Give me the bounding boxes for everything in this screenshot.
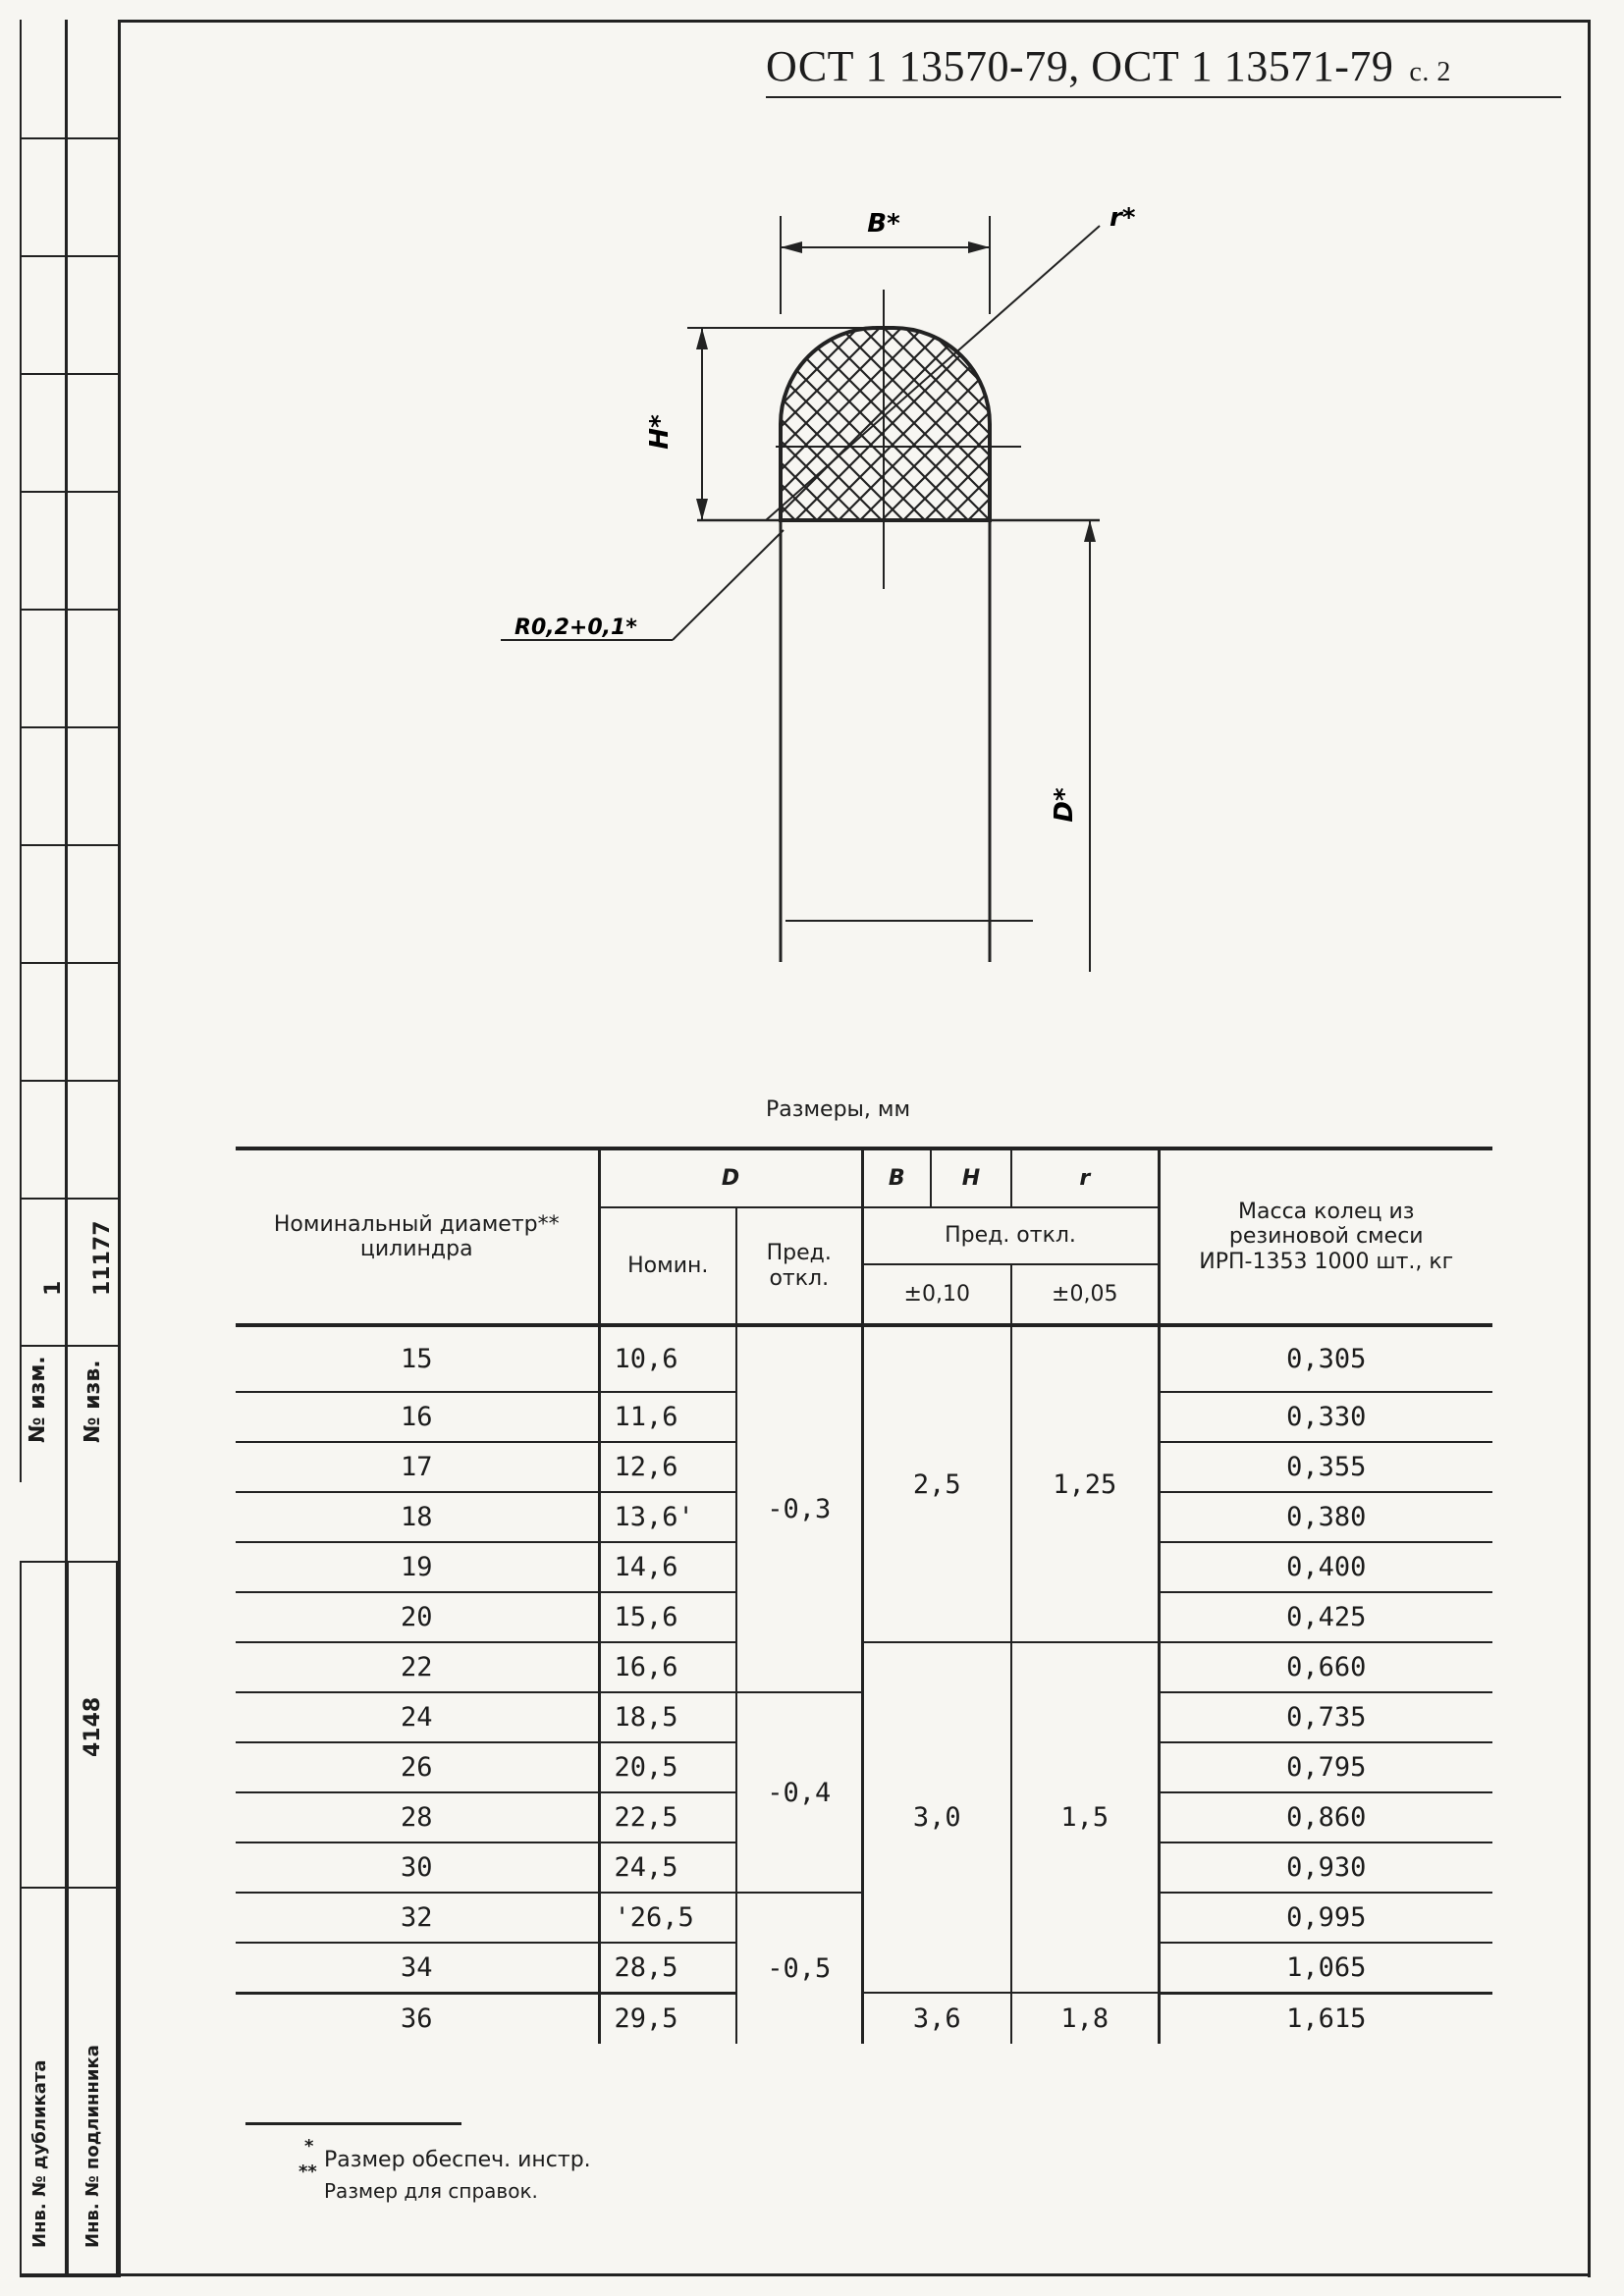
cell-d: 28,5 — [599, 1943, 736, 1993]
cell-d: 11,6 — [599, 1392, 736, 1442]
podl-label: Инв. № подлинника — [82, 2045, 103, 2248]
header-tol-bh: ±0,10 — [862, 1264, 1011, 1325]
cell-mass: 0,735 — [1159, 1692, 1492, 1742]
cell-d: 14,6 — [599, 1542, 736, 1592]
cell-nominal: 20 — [236, 1592, 599, 1642]
cell-nominal: 17 — [236, 1442, 599, 1492]
cell-nominal: 24 — [236, 1692, 599, 1742]
cell-d: 16,6 — [599, 1642, 736, 1692]
cylinder-body — [781, 520, 990, 962]
cell-mass: 0,330 — [1159, 1392, 1492, 1442]
cell-d: 10,6 — [599, 1325, 736, 1392]
standard-code: ОСТ 1 13570-79, ОСТ 1 13571-79 — [766, 42, 1394, 90]
header-underline — [766, 96, 1561, 98]
header-r: r — [1011, 1148, 1159, 1207]
izm-value: 1 — [41, 1280, 66, 1296]
izv-label: № изв. — [81, 1360, 105, 1443]
cell-d: 20,5 — [599, 1742, 736, 1792]
cell-mass: 0,355 — [1159, 1442, 1492, 1492]
label-r: r* — [1110, 203, 1136, 233]
header-b: B — [862, 1148, 931, 1207]
label-d: D* — [1050, 787, 1079, 823]
dimensions-table — [236, 1147, 1492, 2044]
cell-mass: 0,380 — [1159, 1492, 1492, 1542]
cell-mass: 0,305 — [1159, 1325, 1492, 1392]
cell-bh: 3,0 — [862, 1642, 1011, 1993]
header-d: D — [599, 1148, 862, 1207]
footnote-mark-1: * — [304, 2136, 314, 2157]
ring-section-drawing — [471, 196, 1178, 1021]
cell-nominal: 30 — [236, 1842, 599, 1893]
header-pred-otkl: Пред. откл. — [862, 1207, 1159, 1264]
inventory-stamp — [20, 1561, 118, 2277]
cell-mass: 0,425 — [1159, 1592, 1492, 1642]
footnote-2: Размер для справок. — [324, 2179, 538, 2203]
page-number: с. 2 — [1409, 57, 1451, 87]
cell-mass: 1,065 — [1159, 1943, 1492, 1993]
cell-bh: 3,6 — [862, 1993, 1011, 2044]
cell-d: 29,5 — [599, 1993, 736, 2044]
document-header — [766, 41, 1451, 91]
cell-mass: 0,930 — [1159, 1842, 1492, 1893]
cell-nominal: 26 — [236, 1742, 599, 1792]
cell-nominal: 22 — [236, 1642, 599, 1692]
header-nominal: Номинальный диаметр** цилиндра — [236, 1148, 599, 1325]
cell-d: 22,5 — [599, 1792, 736, 1842]
header-h: H — [931, 1148, 1011, 1207]
cell-nominal: 16 — [236, 1392, 599, 1442]
label-h: H* — [645, 414, 675, 450]
cell-nominal: 34 — [236, 1943, 599, 1993]
izv-value: 11177 — [90, 1220, 115, 1296]
cell-r: 1,25 — [1011, 1325, 1159, 1642]
header-nomin: Номин. — [599, 1207, 736, 1325]
cell-tol-d: -0,3 — [736, 1325, 862, 1692]
cell-d: 18,5 — [599, 1692, 736, 1742]
cell-r: 1,8 — [1011, 1993, 1159, 2044]
cell-nominal: 19 — [236, 1542, 599, 1592]
cell-mass: 0,995 — [1159, 1893, 1492, 1943]
label-fillet: R0,2+0,1* — [514, 615, 637, 640]
cell-tol-d: -0,5 — [736, 1893, 862, 2044]
cell-mass: 0,860 — [1159, 1792, 1492, 1842]
label-b: B* — [867, 209, 900, 239]
cell-nominal: 32 — [236, 1893, 599, 1943]
cell-d: 13,6' — [599, 1492, 736, 1542]
cell-mass: 0,400 — [1159, 1542, 1492, 1592]
bottom-border — [20, 2273, 1591, 2276]
inv-value: 4148 — [81, 1696, 105, 1757]
cell-d: '26,5 — [599, 1893, 736, 1943]
cell-nominal: 15 — [236, 1325, 599, 1392]
cell-bh: 2,5 — [862, 1325, 1011, 1642]
footnote-1: Размер обеспеч. инстр. — [324, 2148, 591, 2172]
header-mass: Масса колец из резиновой смеси ИРП-1353 1000 шт., кг — [1159, 1148, 1492, 1325]
cell-nominal: 28 — [236, 1792, 599, 1842]
cell-r: 1,5 — [1011, 1642, 1159, 1993]
cell-mass: 0,660 — [1159, 1642, 1492, 1692]
cell-nominal: 18 — [236, 1492, 599, 1542]
header-tol-r: ±0,05 — [1011, 1264, 1159, 1325]
footnote-mark-2: ** — [298, 2162, 317, 2182]
left-margin-column — [20, 20, 69, 1482]
cell-d: 12,6 — [599, 1442, 736, 1492]
cell-mass: 1,615 — [1286, 2003, 1367, 2035]
cell-d: 24,5 — [599, 1842, 736, 1893]
cell-d: 15,6 — [599, 1592, 736, 1642]
cell-mass: 0,795 — [1159, 1742, 1492, 1792]
cell-tol-d: -0,4 — [736, 1692, 862, 1893]
cell-nominal: 36 — [236, 1993, 599, 2044]
header-pred-otkl-d: Пред. откл. — [736, 1207, 862, 1325]
footnote-divider — [245, 2122, 461, 2125]
izm-label: № изм. — [26, 1356, 50, 1443]
sizes-title: Размеры, мм — [766, 1097, 911, 1122]
dubl-label: Инв. № дубликата — [29, 2059, 50, 2248]
